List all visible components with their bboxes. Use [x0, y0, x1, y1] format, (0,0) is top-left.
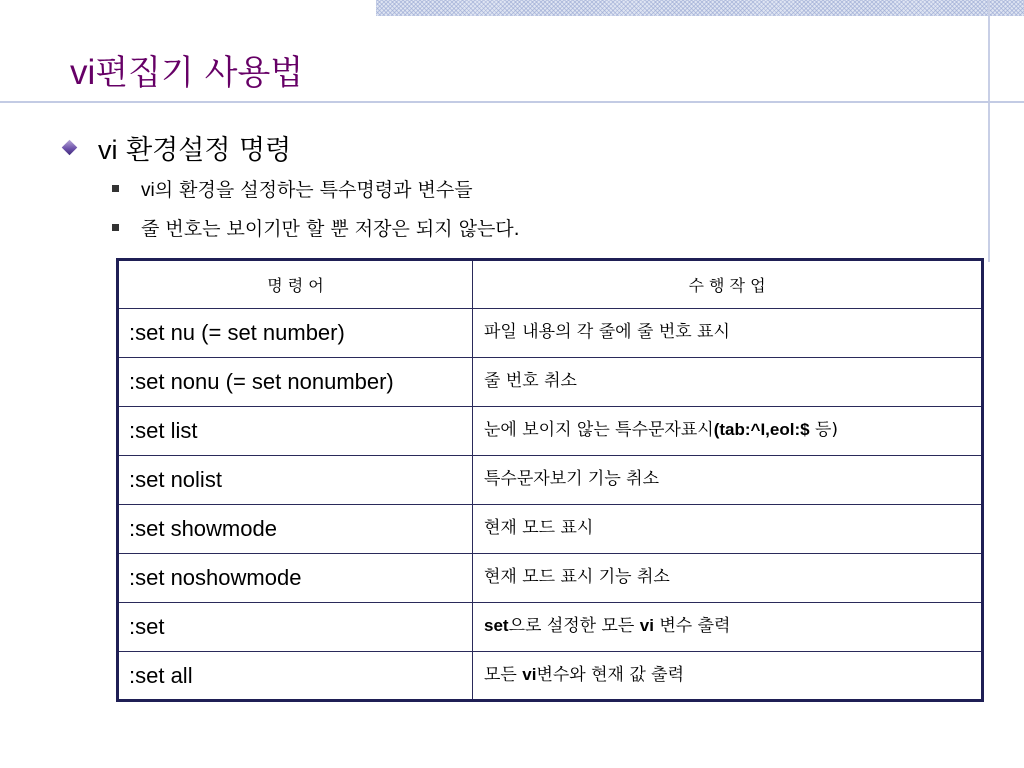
cell-command: :set showmode: [118, 505, 473, 554]
cell-description-tail: 변수와 현재 값 출력: [536, 665, 685, 685]
cell-command: :set noshowmode: [118, 554, 473, 603]
cell-command: :set: [118, 603, 473, 652]
cell-description: [473, 407, 983, 456]
cell-description: 현재 모드 표시 기능 취소: [473, 554, 983, 603]
bullet-level2-rest: 의 환경을 설정하는 특수명령과 변수들: [154, 178, 473, 201]
cell-description-tail: 등): [809, 420, 839, 440]
bullet-level1: [60, 128, 291, 166]
header-command: 명 령 어: [118, 260, 473, 309]
bullet-level2-text-1: [141, 175, 473, 202]
cell-description-text: 으로 설정한 모든: [508, 616, 640, 636]
slide-title: [70, 50, 303, 96]
cell-description: 특수문자보기 기능 취소: [473, 456, 983, 505]
table-row: [118, 309, 983, 358]
square-bullet-icon: [112, 224, 119, 231]
table-row: [118, 456, 983, 505]
cell-description-bold: (tab:^I,eol:$: [713, 420, 810, 439]
bullet-level2-item-2: [112, 213, 520, 241]
diamond-bullet-icon: [62, 139, 78, 155]
cell-command: :set nu (= set number): [118, 309, 473, 358]
right-decoration-line: [988, 0, 990, 262]
bullet-level2-item-1: [112, 174, 473, 202]
header-action: 수 행 작 업: [473, 260, 983, 309]
bullet-level2-text-2: 줄 번호는 보이기만 할 뿐 저장은 되지 않는다.: [141, 217, 520, 240]
cell-command: :set nonu (= set nonumber): [118, 358, 473, 407]
cell-description-bold: vi: [639, 616, 654, 635]
bullet-level2-prefix: vi: [141, 179, 155, 201]
table-header-row: [118, 260, 983, 309]
cell-command: :set all: [118, 652, 473, 701]
table-row: [118, 358, 983, 407]
cell-description-text: 모든: [484, 665, 523, 685]
cell-description: 파일 내용의 각 줄에 줄 번호 표시: [473, 309, 983, 358]
cell-command: :set nolist: [118, 456, 473, 505]
cell-command: :set list: [118, 407, 473, 456]
table-row: [118, 603, 983, 652]
cell-description-tail: 변수 출력: [653, 616, 731, 636]
table-row: [118, 407, 983, 456]
cell-description: 줄 번호 취소: [473, 358, 983, 407]
bullet-level1-rest: 환경설정 명령: [117, 134, 292, 166]
title-underline: [0, 101, 1024, 103]
cell-description-bold: set: [484, 616, 509, 635]
bullet-level1-prefix: vi: [98, 134, 118, 165]
vi-settings-table: [116, 258, 984, 702]
cell-description-text: 눈에 보이지 않는 특수문자표시: [484, 420, 714, 440]
table-row: [118, 652, 983, 701]
table-row: [118, 505, 983, 554]
cell-description: [473, 652, 983, 701]
bullet-level1-text: [98, 128, 291, 167]
square-bullet-icon: [112, 185, 119, 192]
slide-title-text: 편집기 사용법: [95, 53, 304, 93]
cell-description: 현재 모드 표시: [473, 505, 983, 554]
cell-description: [473, 603, 983, 652]
slide-title-prefix: vi: [70, 53, 96, 92]
cell-description-bold: vi: [522, 665, 537, 684]
header-decoration-band: [376, 0, 1024, 16]
table-row: [118, 554, 983, 603]
